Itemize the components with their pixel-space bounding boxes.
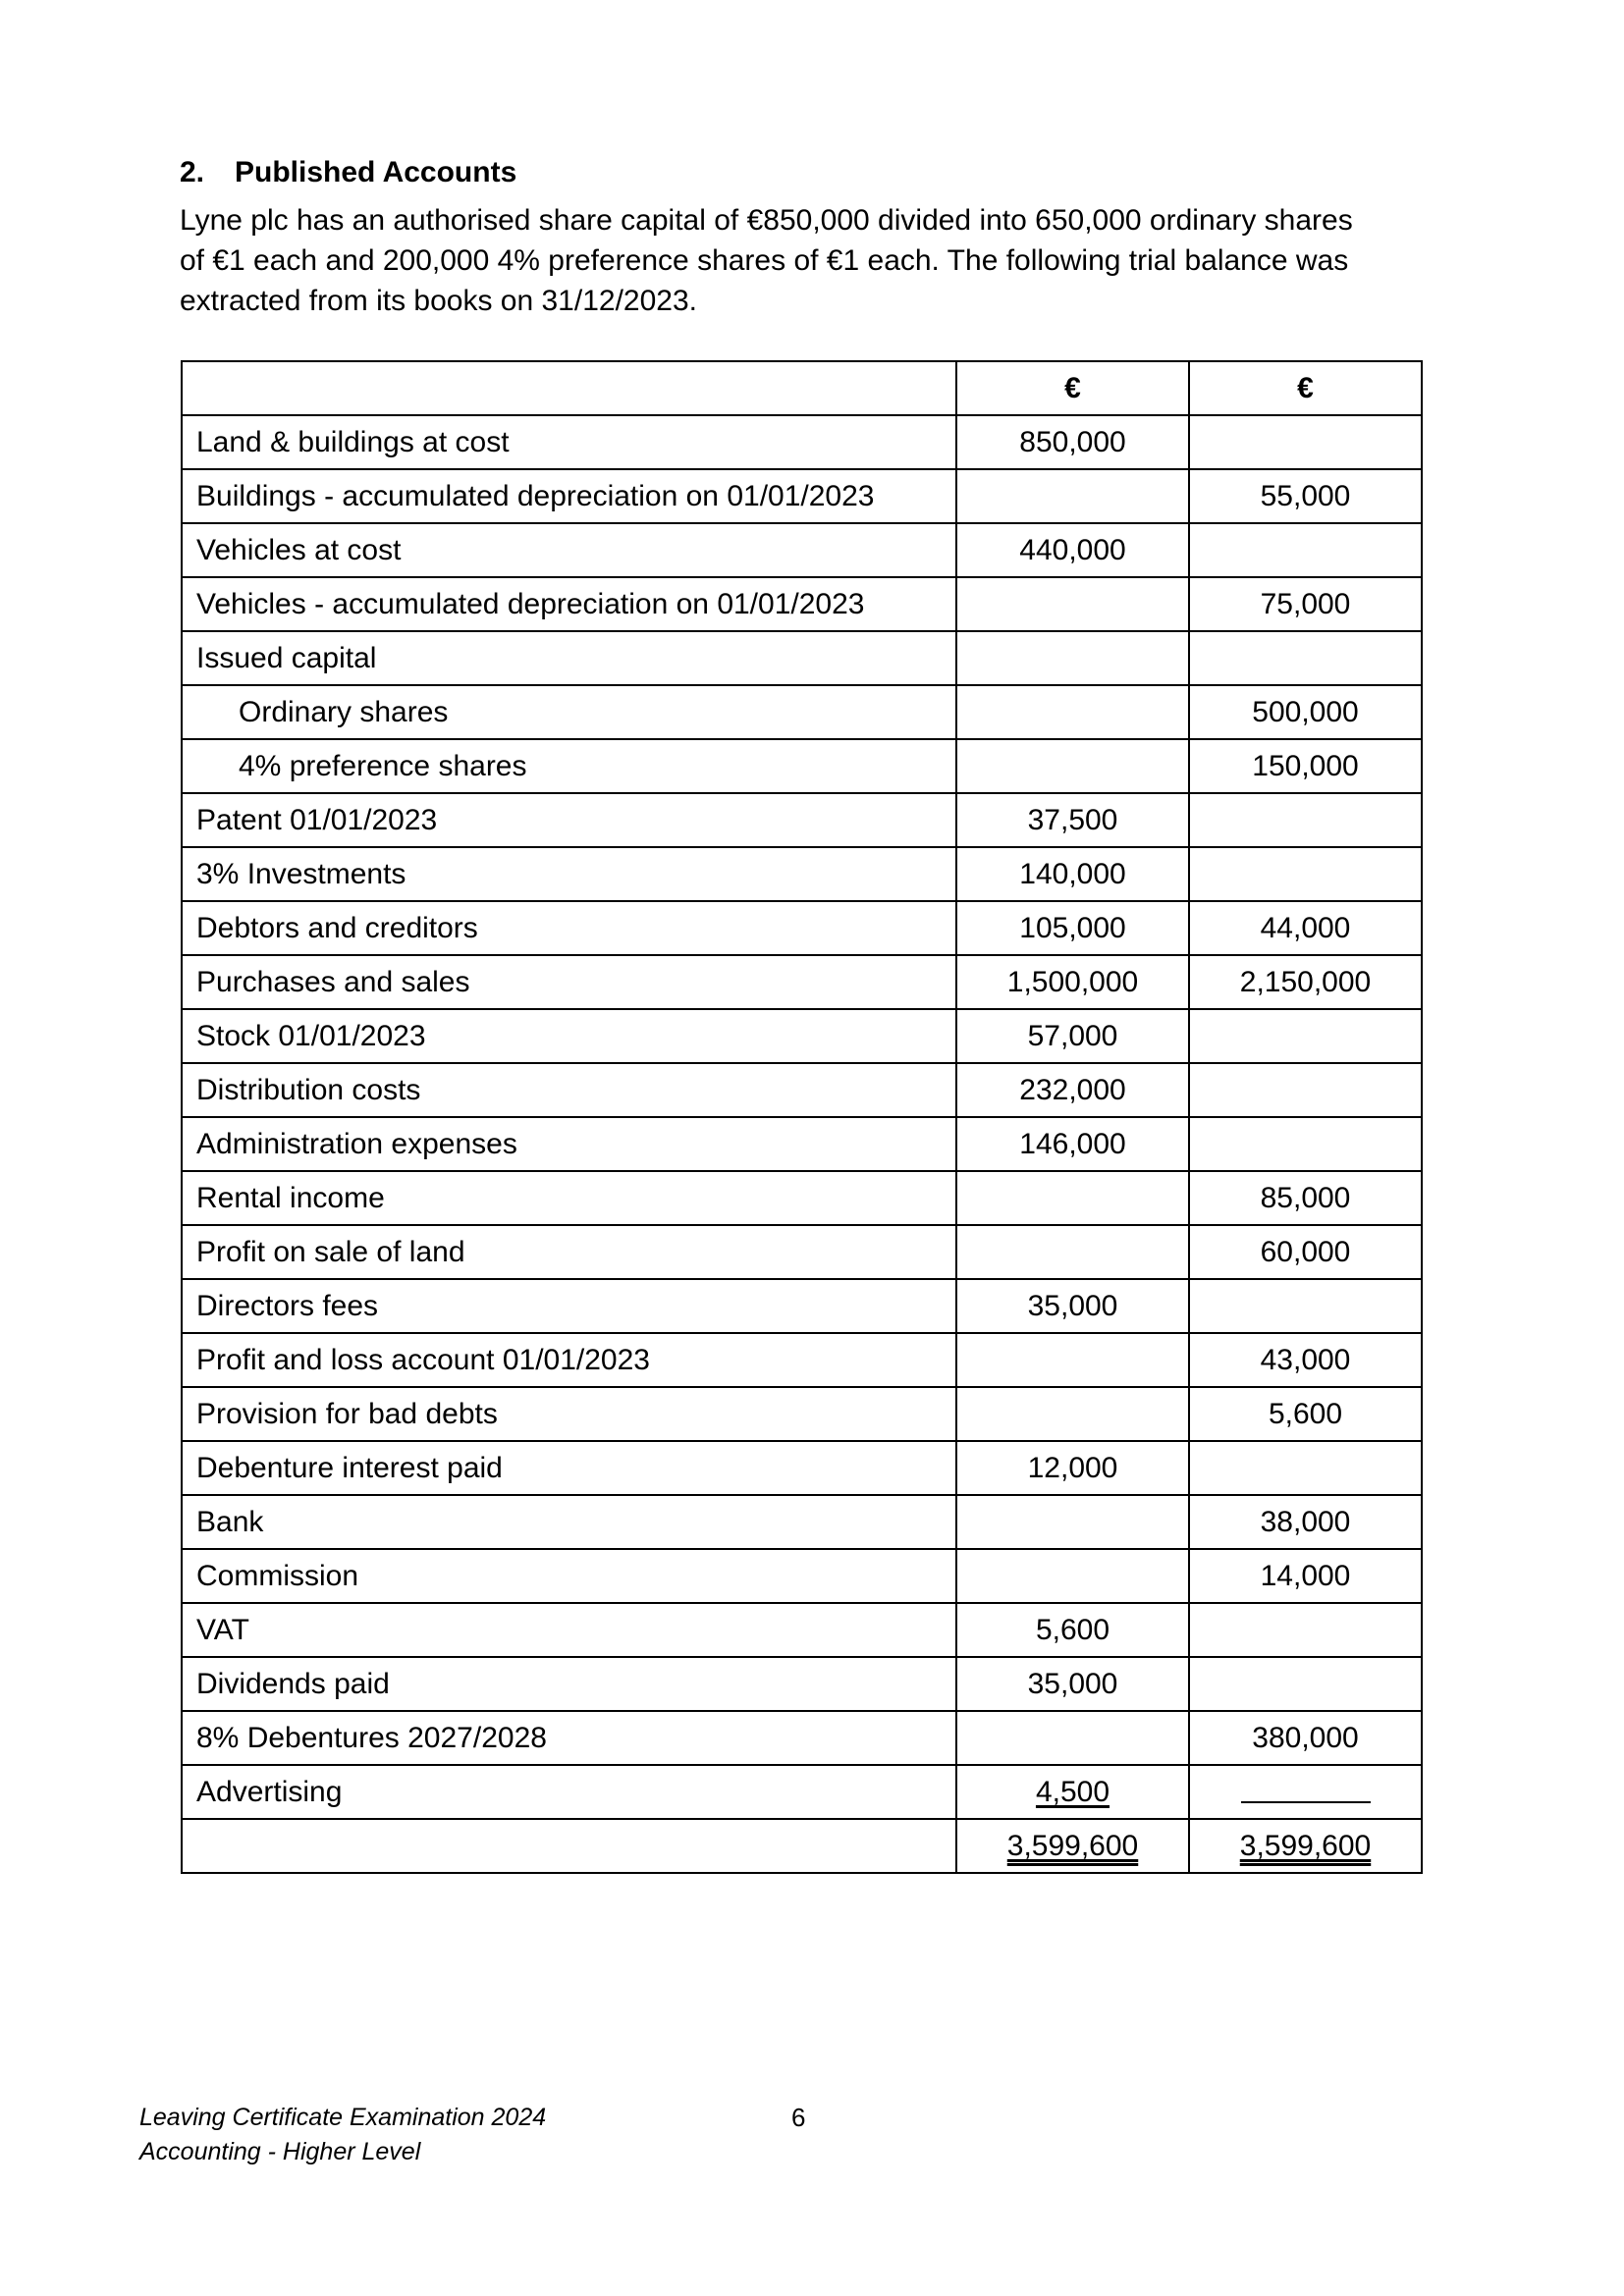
table-row — [182, 523, 1422, 577]
total-credit-cell — [1189, 1819, 1422, 1873]
row-credit — [1189, 793, 1422, 847]
row-credit: 2,150,000 — [1189, 955, 1422, 1009]
row-debit: 232,000 — [956, 1063, 1189, 1117]
row-debit — [956, 1333, 1189, 1387]
table-row — [182, 847, 1422, 901]
row-credit: 60,000 — [1189, 1225, 1422, 1279]
question-number: 2. — [180, 156, 205, 188]
table-row — [182, 1495, 1422, 1549]
table-row — [182, 685, 1422, 739]
row-debit — [956, 469, 1189, 523]
table-row — [182, 739, 1422, 793]
row-credit: 150,000 — [1189, 739, 1422, 793]
row-description: Debtors and creditors — [182, 901, 956, 955]
row-credit: 85,000 — [1189, 1171, 1422, 1225]
question-title: Published Accounts — [235, 156, 517, 188]
row-description: Commission — [182, 1549, 956, 1603]
table-row — [182, 955, 1422, 1009]
table-row — [182, 1117, 1422, 1171]
row-description: 4% preference shares — [182, 739, 956, 793]
footer-exam-subject: Accounting - Higher Level — [139, 2138, 421, 2165]
row-credit — [1189, 1117, 1422, 1171]
row-credit: 55,000 — [1189, 469, 1422, 523]
row-debit — [956, 1225, 1189, 1279]
row-credit — [1189, 523, 1422, 577]
row-description: Ordinary shares — [182, 685, 956, 739]
row-debit: 35,000 — [956, 1657, 1189, 1711]
row-debit: 12,000 — [956, 1441, 1189, 1495]
row-debit: 105,000 — [956, 901, 1189, 955]
row-description: Purchases and sales — [182, 955, 956, 1009]
row-credit: 5,600 — [1189, 1387, 1422, 1441]
table-row — [182, 901, 1422, 955]
row-description: Buildings - accumulated depreciation on 01/01/2023 — [182, 469, 956, 523]
row-debit: 57,000 — [956, 1009, 1189, 1063]
row-description: 8% Debentures 2027/2028 — [182, 1711, 956, 1765]
debit-amount: 4,500 — [1035, 1775, 1110, 1808]
intro-line: extracted from its books on 31/12/2023. — [180, 285, 697, 317]
row-description: Dividends paid — [182, 1657, 956, 1711]
totals-row — [182, 1819, 1422, 1873]
row-credit — [1189, 1009, 1422, 1063]
table-row — [182, 1225, 1422, 1279]
table-row — [182, 1765, 1422, 1819]
row-credit: 43,000 — [1189, 1333, 1422, 1387]
row-debit — [956, 1171, 1189, 1225]
row-credit — [1189, 631, 1422, 685]
trial-balance-table — [181, 360, 1423, 1874]
header-description-cell — [182, 361, 956, 415]
row-debit — [956, 1549, 1189, 1603]
row-debit: 35,000 — [956, 1279, 1189, 1333]
row-debit — [956, 1495, 1189, 1549]
row-debit: 140,000 — [956, 847, 1189, 901]
table-row — [182, 415, 1422, 469]
total-debit: 3,599,600 — [1006, 1829, 1139, 1862]
table-row — [182, 1279, 1422, 1333]
row-description: Bank — [182, 1495, 956, 1549]
row-credit: 38,000 — [1189, 1495, 1422, 1549]
row-debit: 850,000 — [956, 415, 1189, 469]
row-debit — [956, 1765, 1189, 1819]
header-credit-currency: € — [1189, 361, 1422, 415]
row-description: Provision for bad debts — [182, 1387, 956, 1441]
row-credit — [1189, 847, 1422, 901]
row-debit: 1,500,000 — [956, 955, 1189, 1009]
row-description: Advertising — [182, 1765, 956, 1819]
row-debit — [956, 577, 1189, 631]
table-row — [182, 1387, 1422, 1441]
row-credit: 380,000 — [1189, 1711, 1422, 1765]
row-credit: 14,000 — [1189, 1549, 1422, 1603]
row-description: Directors fees — [182, 1279, 956, 1333]
row-description: Issued capital — [182, 631, 956, 685]
trial-balance-body — [182, 361, 1422, 1873]
table-row — [182, 1549, 1422, 1603]
row-debit — [956, 1387, 1189, 1441]
row-description: Administration expenses — [182, 1117, 956, 1171]
table-row — [182, 631, 1422, 685]
table-row — [182, 1333, 1422, 1387]
totals-description — [182, 1819, 956, 1873]
row-debit — [956, 1711, 1189, 1765]
total-credit: 3,599,600 — [1239, 1829, 1372, 1862]
row-credit — [1189, 1441, 1422, 1495]
table-row — [182, 1441, 1422, 1495]
row-credit: 500,000 — [1189, 685, 1422, 739]
row-description: Profit on sale of land — [182, 1225, 956, 1279]
row-description: Stock 01/01/2023 — [182, 1009, 956, 1063]
row-description: Profit and loss account 01/01/2023 — [182, 1333, 956, 1387]
table-row — [182, 1063, 1422, 1117]
table-row — [182, 1657, 1422, 1711]
row-description: VAT — [182, 1603, 956, 1657]
row-description: Distribution costs — [182, 1063, 956, 1117]
intro-paragraph — [180, 200, 1456, 321]
row-description: 3% Investments — [182, 847, 956, 901]
table-row — [182, 1009, 1422, 1063]
row-credit — [1189, 415, 1422, 469]
table-row — [182, 1171, 1422, 1225]
table-row — [182, 577, 1422, 631]
row-debit — [956, 739, 1189, 793]
table-header-row — [182, 361, 1422, 415]
row-debit: 146,000 — [956, 1117, 1189, 1171]
row-debit — [956, 685, 1189, 739]
table-row — [182, 1603, 1422, 1657]
row-credit: 44,000 — [1189, 901, 1422, 955]
row-description: Vehicles - accumulated depreciation on 01/01/2023 — [182, 577, 956, 631]
row-credit: 75,000 — [1189, 577, 1422, 631]
intro-line: Lyne plc has an authorised share capital of €850,000 divided into 650,000 ordinary shares — [180, 204, 1353, 237]
row-debit — [956, 631, 1189, 685]
row-debit: 37,500 — [956, 793, 1189, 847]
row-credit — [1189, 1063, 1422, 1117]
footer-exam-info — [139, 2101, 546, 2169]
row-description: Patent 01/01/2023 — [182, 793, 956, 847]
table-row — [182, 1711, 1422, 1765]
blank-underline — [1241, 1776, 1371, 1803]
header-debit-currency: € — [956, 361, 1189, 415]
table-row — [182, 469, 1422, 523]
row-credit — [1189, 1765, 1422, 1819]
question-heading — [180, 153, 516, 192]
row-description: Land & buildings at cost — [182, 415, 956, 469]
total-debit-cell — [956, 1819, 1189, 1873]
row-description: Rental income — [182, 1171, 956, 1225]
intro-line: of €1 each and 200,000 4% preference shares of €1 each. The following trial balance was — [180, 244, 1349, 277]
footer-exam-title: Leaving Certificate Examination 2024 — [139, 2104, 547, 2131]
row-credit — [1189, 1279, 1422, 1333]
row-debit: 5,600 — [956, 1603, 1189, 1657]
row-debit: 440,000 — [956, 523, 1189, 577]
table-row — [182, 793, 1422, 847]
row-description: Debenture interest paid — [182, 1441, 956, 1495]
row-description: Vehicles at cost — [182, 523, 956, 577]
page-number: 6 — [791, 2103, 806, 2132]
row-credit — [1189, 1603, 1422, 1657]
row-credit — [1189, 1657, 1422, 1711]
